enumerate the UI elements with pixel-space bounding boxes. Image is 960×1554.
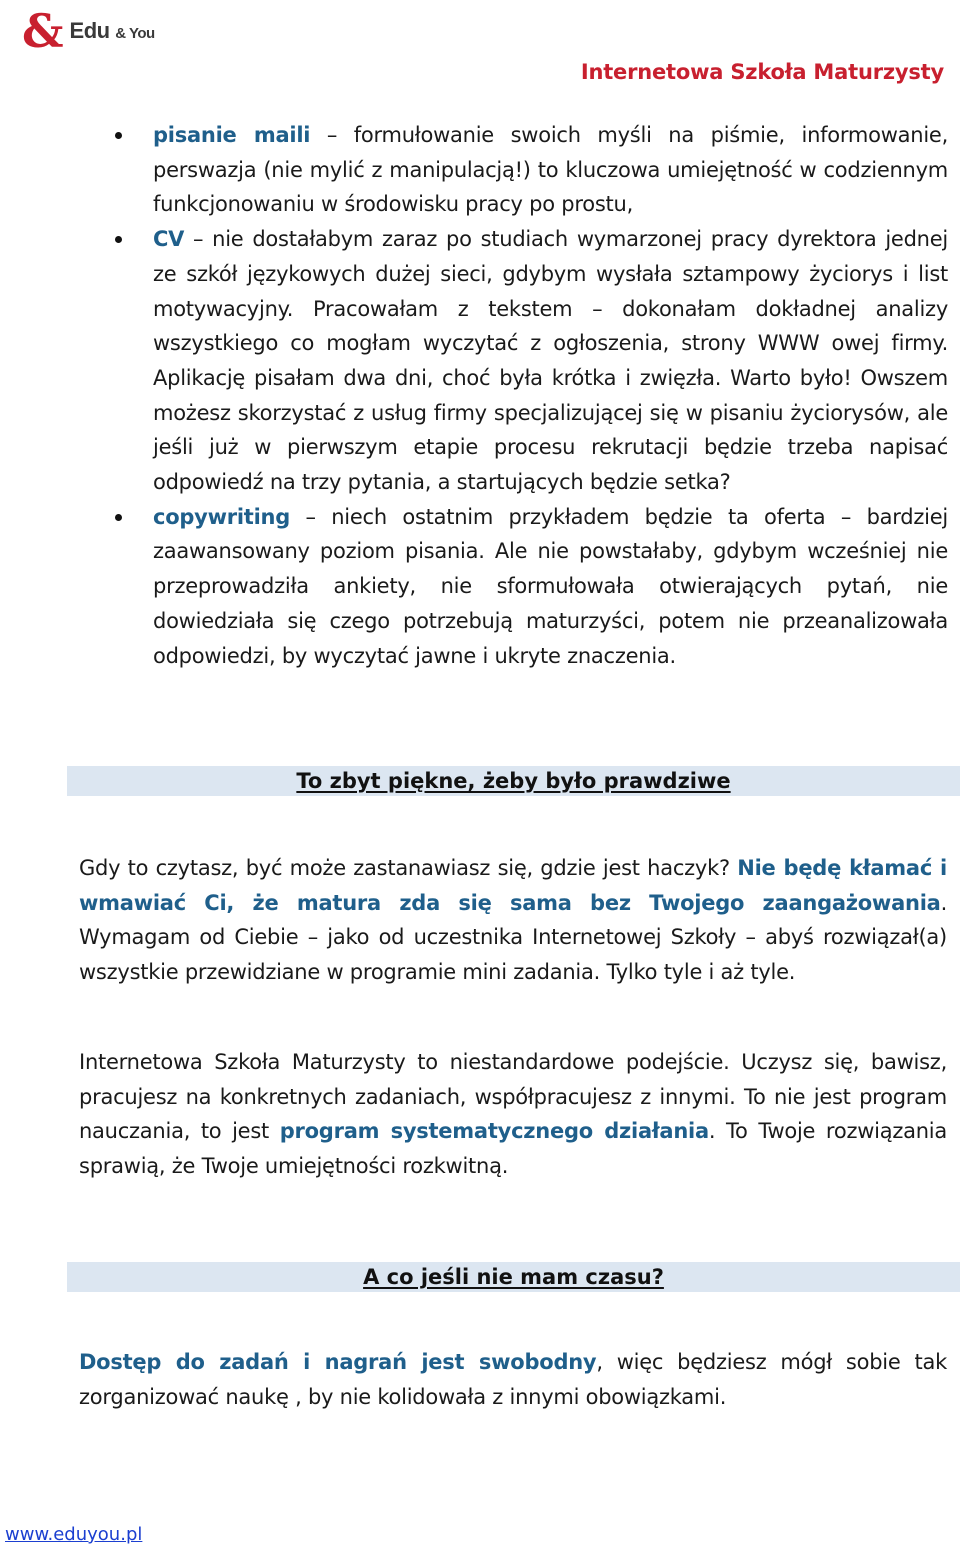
highlight-commitment: Nie będę kłamać i wmawiać Ci, że matura zda się sama bez Twojego zaangażowania (79, 856, 947, 915)
list-item-text: – nie dostałabym zaraz po studiach wymarzonej pracy dyrektora jednej ze szkół językowych dużej sieci, gdybym wysłała sztampowy życiorys i list motywacyjny. Pracowałam z tekstem – dokonałam dokładnej analizy wszystkiego co mogłam wyczytać z ogłoszenia, strony WWW owej firmy. Aplikację pisałam dwa dni, choć była krótka i zwięzła. Warto było! Owszem możesz skorzystać z usług firmy specjalizującej się w pisaniu życiorysów, ale jeśli już w pierwszym etapie procesu rekrutacji będzie trzeba napisać odpowiedź na trzy pytania, a startujących będzie setka? (153, 227, 948, 495)
list-item-text: – niech ostatnim przykładem będzie ta oferta – bardziej zaawansowany poziom pisania. Ale nie powstałaby, gdybym wcześniej nie przeprowadziła ankiety, nie sformułowała otwierających pytań, nie dowiedziała się czego potrzebują maturzyści, potem nie przeanalizowała odpowiedzi, by wyczytać jawne i ukryte znaczenia. (153, 504, 948, 668)
skills-list (0, 118, 960, 673)
paragraph-access: Dostęp do zadań i nagrań jest swobodny, więc będziesz mógł sobie tak zorganizować naukę , by nie kolidowała z innymi obowiązkami. (79, 1350, 948, 1409)
eduyou-logo (22, 4, 155, 58)
highlight-access: Dostęp do zadań i nagrań jest swobodny (79, 1350, 597, 1374)
list-item-text: – formułowanie swoich myśli na piśmie, informowanie, perswazja (nie mylić z manipulacją!) to kluczowa umiejętność w codziennym funkcjonowaniu w środowisku pracy po prostu, (153, 123, 948, 217)
list-item-term: pisanie maili (153, 123, 311, 147)
logo-wordmark (70, 18, 155, 44)
header-title: Internetowa Szkoła Maturzysty (580, 60, 944, 84)
list-item-term: CV (153, 227, 185, 252)
list-item-term: copywriting (153, 504, 291, 529)
paragraph-haczyk: Gdy to czytasz, być może zastanawiasz się, gdzie jest haczyk? Nie będę kłamać i wmawiać Ci, że matura zda się sama bez Twojego zaangażowania. Wymagam od Ciebie – jako od uczestnika Internetowej Szkoły – abyś rozwiązał(a) wszystkie przewidziane w programie mini zadania. Tylko tyle i aż tyle. (79, 856, 947, 985)
list-item (0, 222, 960, 500)
footer-website-link[interactable]: www.eduyou.pl (5, 1524, 143, 1545)
section-heading-too-good: To zbyt piękne, żeby było prawdziwe (67, 766, 960, 796)
ampersand-logo-mark: & (22, 4, 64, 58)
paragraph-approach: Internetowa Szkoła Maturzysty to niestandardowe podejście. Uczysz się, bawisz, pracujesz na konkretnych zadaniach, współpracujesz z innymi. To nie jest program nauczania, to jest program systematycznego działania. To Twoje rozwiązania sprawią, że Twoje umiejętności rozkwitną. (79, 1050, 948, 1179)
logo-word-you: & You (115, 25, 155, 42)
section-heading-no-time: A co jeśli nie mam czasu? (67, 1262, 960, 1292)
logo-word-edu: Edu (69, 18, 110, 43)
list-item (0, 500, 960, 674)
highlight-program: program systematycznego działania (279, 1119, 709, 1144)
list-item (0, 118, 960, 222)
